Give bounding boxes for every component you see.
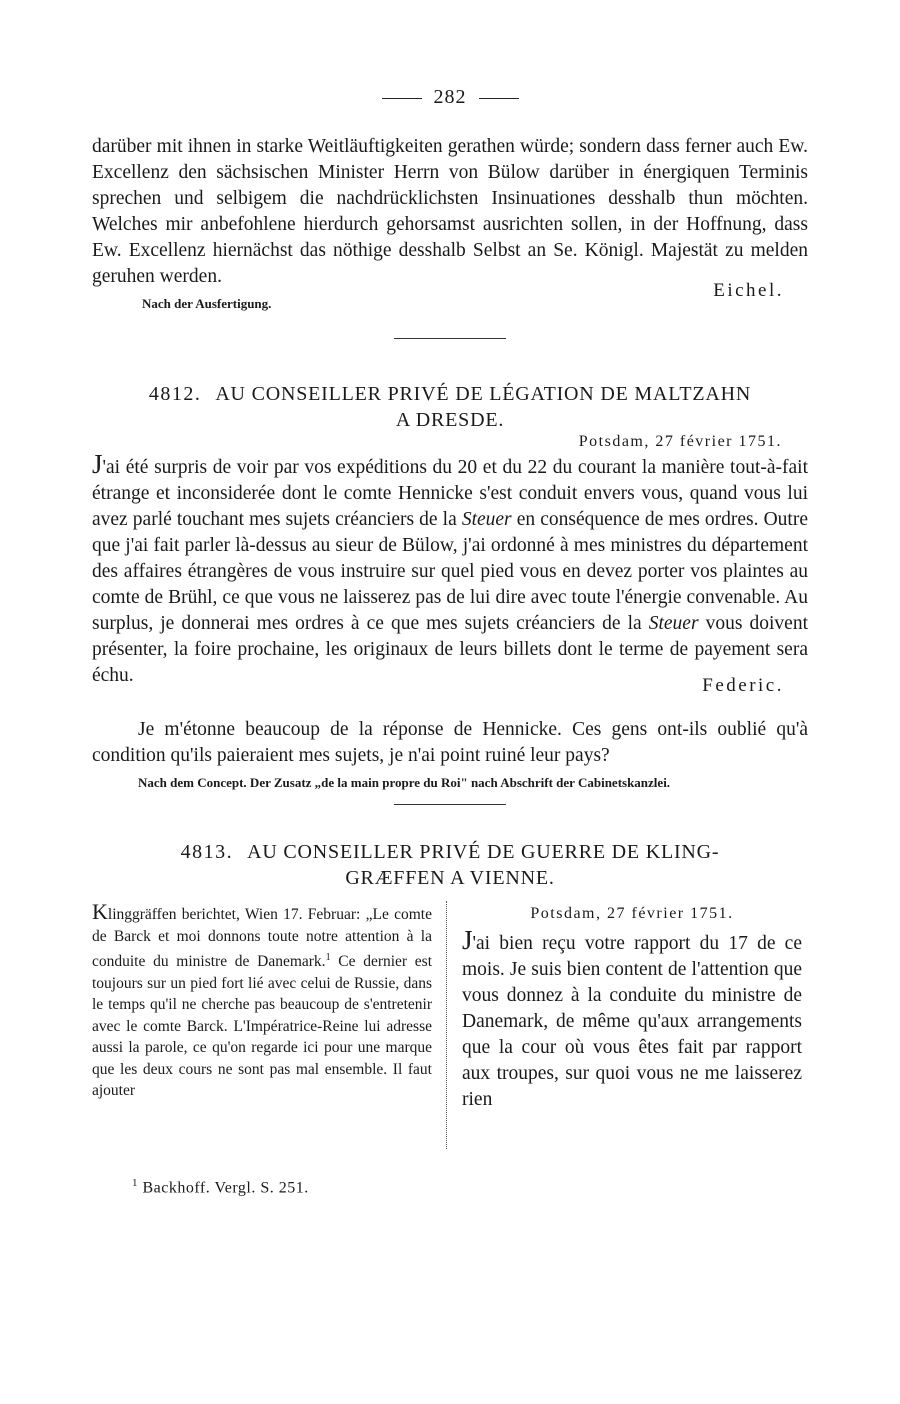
signature-federic: Federic. xyxy=(702,675,784,696)
page-number: 282 xyxy=(433,86,467,108)
source-note-concept: Nach dem Concept. Der Zusatz „de la main propre du Roi" nach Abschrift der Cabinetskanzlei. xyxy=(138,775,671,790)
letter-number: 4813. xyxy=(180,841,234,863)
drop-cap: J xyxy=(462,925,473,955)
body-text: 'ai été surpris de voir par vos expéditions du 20 et du 22 du courant la manière tout-à-fait étrange et inconsiderée dont le comte Hennicke s'est conduit envers vous, quand vous lui avez parlé touchant mes sujets créanciers de la xyxy=(92,457,808,530)
footnote-text: Backhoff. Vergl. S. 251. xyxy=(142,1179,309,1197)
dateline: Potsdam, 27 février 1751. xyxy=(530,905,734,922)
body-text: vous doivent présenter, la foire prochaine, les originaux de leurs billets dont le terme de payement sera échu. xyxy=(92,613,808,686)
postscript: Je m'étonne beaucoup de la réponse de Hennicke. Ces gens ont-ils oublié qu'à condition qu'ils paieraient mes sujets, je n'ai point ruiné leur pays? xyxy=(92,719,808,766)
summary-column xyxy=(92,901,432,1102)
italic-term: Steuer xyxy=(461,509,512,530)
letter-heading-line2: A DRESDE. xyxy=(395,409,505,431)
summary-text-cont: Ce dernier est toujours sur un pied fort lié avec celui de Russie, dans le temps qu'il ne cherche pas beaucoup de s'entretenir avec le comte Barck. L'Impératrice-Reine lui adresse aussi la parole, ce qu'on regarde ici pour une marque que les deux cours ne sont pas mal ensemble. Il faut ajouter xyxy=(92,953,433,1100)
italic-term: Steuer xyxy=(648,613,699,634)
letter-4812-body xyxy=(92,451,808,689)
letter-heading-line1: AU CONSEILLER PRIVÉ DE GUERRE DE KLING- xyxy=(247,841,720,863)
letter-heading-line1: AU CONSEILLER PRIVÉ DE LÉGATION DE MALTZAHN xyxy=(215,383,752,405)
drop-cap: J xyxy=(92,449,103,479)
continued-letter-text: darüber mit ihnen in starke Weitläuftigkeiten gerathen würde; sondern dass ferner auch Ew. Excellenz den sächsischen Minister Herrn von Bülow darüber in énergiquen Terminis sprechen und selbigem die nachdrücklichsten Insinuationes desshalb thun möchten. Welches mir anbefohlene hierdurch gehorsamst ausrichten sollen, in der Hoffnung, dass Ew. Excellenz hiernächst das nöthige desshalb Selbst an Se. Königl. Majestät zu melden geruhen werden. xyxy=(92,136,808,287)
footnote-marker: 1 xyxy=(325,952,331,963)
dateline: Potsdam, 27 février 1751. xyxy=(578,433,782,450)
letter-number: 4812. xyxy=(148,383,202,405)
source-note-ausfertigung: Nach der Ausfertigung. xyxy=(142,296,272,311)
letter-4813-heading xyxy=(92,839,808,891)
letter-column xyxy=(462,901,802,1113)
body-text: en conséquence de mes ordres. Outre que j'ai fait parler là-dessus au sieur de Bülow, j'ai ordonné à mes ministres du département des affaires étrangères de vous instruire sur quel pied vous en devez porter vos plaintes au comte de Brühl, ce que vous ne laisserez pas de lui dire avec toute l'énergie convenable. Au surplus, je donnerai mes ordres à ce que mes sujets créanciers de la xyxy=(92,509,808,634)
letter-heading-line2: GRÆFFEN A VIENNE. xyxy=(345,867,555,889)
letter-4813-body: 'ai bien reçu votre rapport du 17 de ce mois. Je suis bien content de l'attention que vous donnez à la conduite du ministre de Danemark, de même qu'aux arrangements que la cour où vous êtes fait par rapport aux troupes, sur quoi vous ne me laisserez rien xyxy=(462,933,802,1110)
summary-text: linggräffen berichtet, Wien 17. Februar: „Le comte de Barck et moi donnons toute notre attention à la conduite du ministre de Danemark. xyxy=(92,906,432,971)
signature-eichel: Eichel. xyxy=(713,280,784,301)
column-divider xyxy=(446,901,447,1149)
footnote xyxy=(132,1177,808,1197)
two-column-section xyxy=(92,901,808,1149)
drop-cap: K xyxy=(92,899,108,924)
footnote-marker: 1 xyxy=(132,1177,138,1189)
page-body xyxy=(92,86,808,1197)
letter-4812-heading xyxy=(92,381,808,433)
